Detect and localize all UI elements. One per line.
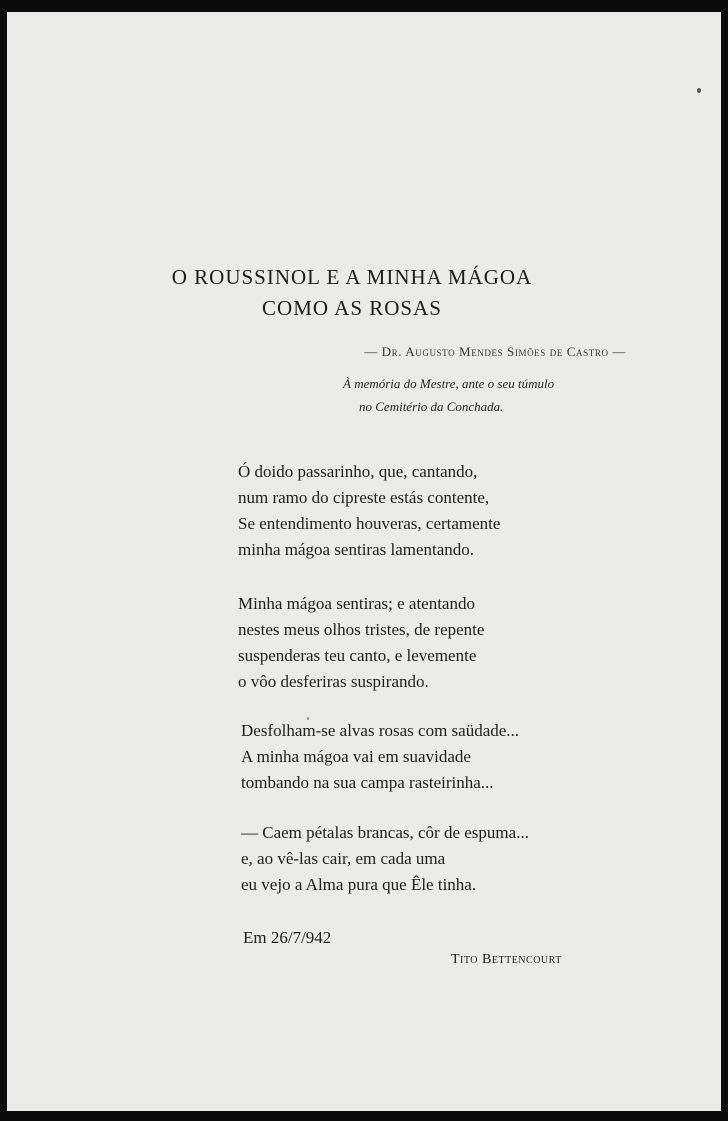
verse-line: Minha mágoa sentiras; e atentando bbox=[238, 594, 475, 613]
poem-date: Em 26/7/942 bbox=[243, 928, 332, 947]
stanza-3 bbox=[241, 718, 519, 796]
verse-line: num ramo do cipreste estás contente, bbox=[238, 488, 490, 507]
stanza-1 bbox=[238, 459, 500, 563]
verse-line: o vôo desferiras suspirando. bbox=[238, 672, 429, 691]
verse-line: nestes meus olhos tristes, de repente bbox=[238, 620, 485, 639]
poem-title-line-2: COMO AS ROSAS bbox=[262, 296, 442, 320]
author-signature: Tito Bettencourt bbox=[451, 952, 562, 967]
dedication-line-2: no Cemitério da Conchada. bbox=[359, 399, 504, 414]
verse-line: Se entendimento houveras, certamente bbox=[238, 514, 501, 533]
verse-line: eu vejo a Alma pura que Êle tinha. bbox=[241, 875, 477, 894]
verse-line: suspenderas teu canto, e levemente bbox=[238, 646, 477, 665]
verse-line: A minha mágoa vai em suavidade bbox=[241, 747, 471, 766]
verse-line: minha mágoa sentiras lamentando. bbox=[238, 540, 475, 559]
paper-page bbox=[7, 12, 721, 1111]
paper-speck bbox=[697, 88, 701, 93]
verse-line: e, ao vê-las cair, em cada uma bbox=[241, 849, 446, 868]
stanza-4 bbox=[241, 820, 529, 898]
dedicatee-name: — Dr. Augusto Mendes Simões de Castro — bbox=[364, 344, 626, 359]
poem-title-line-1: O ROUSSINOL E A MINHA MÁGOA bbox=[171, 265, 533, 289]
verse-line: Desfolham-se alvas rosas com saüdade... bbox=[241, 721, 520, 740]
stanza-2 bbox=[238, 591, 484, 695]
verse-line: — Caem pétalas brancas, côr de espuma... bbox=[241, 823, 529, 842]
verse-line: Ó doido passarinho, que, cantando, bbox=[238, 462, 478, 481]
dedication-line-1: À memória do Mestre, ante o seu túmulo bbox=[343, 376, 555, 391]
verse-line: tombando na sua campa rasteirinha... bbox=[241, 773, 494, 792]
